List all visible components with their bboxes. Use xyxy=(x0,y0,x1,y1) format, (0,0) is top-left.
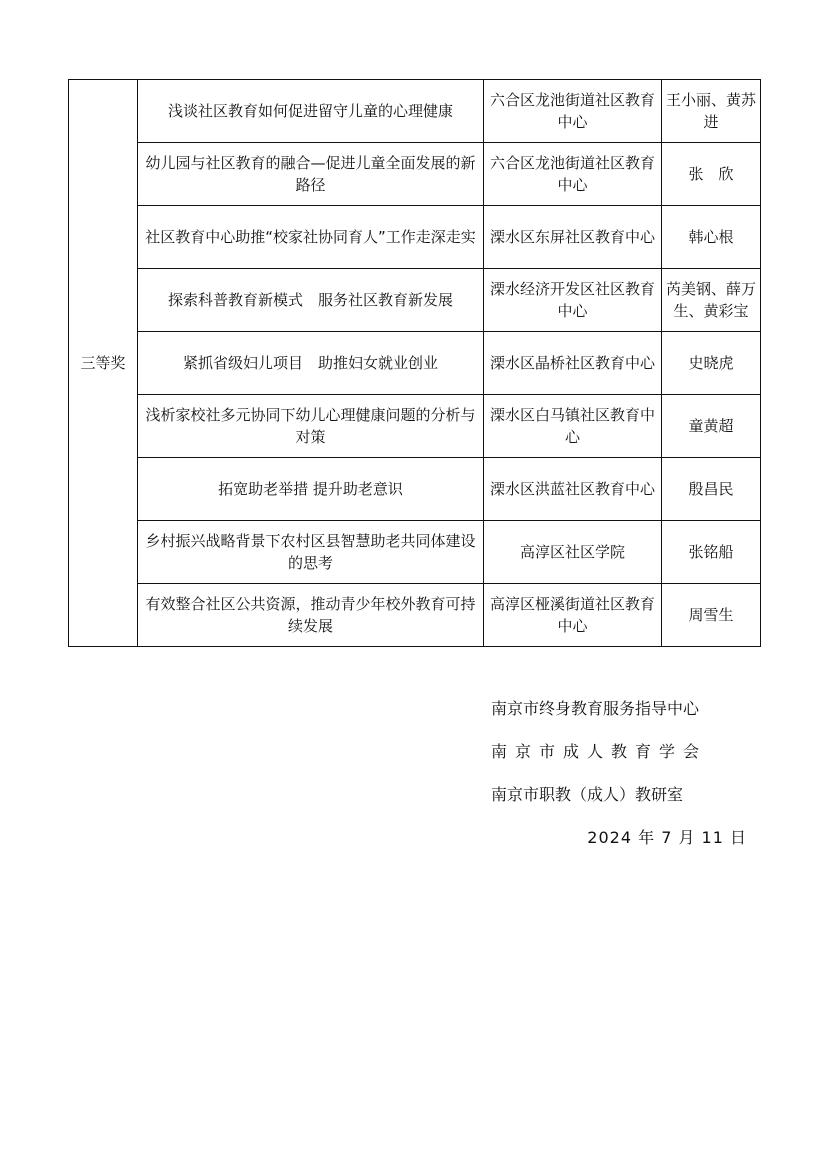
award-table-body xyxy=(69,80,761,647)
entry-title: 乡村振兴战略背景下农村区县智慧助老共同体建设的思考 xyxy=(138,521,484,584)
entry-author: 殷昌民 xyxy=(662,458,761,521)
entry-author: 张 欣 xyxy=(662,143,761,206)
table-row xyxy=(69,458,761,521)
table-row xyxy=(69,143,761,206)
issuer-org-lifelong-education: 南京市终身教育服务指导中心 xyxy=(491,699,700,718)
entry-author: 芮美钢、薛万生、黄彩宝 xyxy=(662,269,761,332)
entry-title: 幼儿园与社区教育的融合—促进儿童全面发展的新路径 xyxy=(138,143,484,206)
table-row xyxy=(69,395,761,458)
entry-unit: 溧水区洪蓝社区教育中心 xyxy=(484,458,662,521)
award-table xyxy=(68,79,761,647)
entry-title: 有效整合社区公共资源，推动青少年校外教育可持续发展 xyxy=(138,584,484,647)
entry-author: 童黄超 xyxy=(662,395,761,458)
entry-unit: 六合区龙池街道社区教育中心 xyxy=(484,80,662,143)
table-row xyxy=(69,584,761,647)
entry-author: 周雪生 xyxy=(662,584,761,647)
issue-date: 2024 年 7 月 11 日 xyxy=(587,828,747,847)
table-row xyxy=(69,332,761,395)
entry-unit: 溧水区晶桥社区教育中心 xyxy=(484,332,662,395)
entry-unit: 溧水区东屏社区教育中心 xyxy=(484,206,662,269)
table-row xyxy=(69,269,761,332)
signature-block xyxy=(491,698,749,849)
entry-author: 史晓虎 xyxy=(662,332,761,395)
entry-title: 社区教育中心助推“校家社协同育人”工作走深走实 xyxy=(138,206,484,269)
table-row xyxy=(69,206,761,269)
entry-unit: 溧水经济开发区社区教育中心 xyxy=(484,269,662,332)
entry-author: 王小丽、黄苏进 xyxy=(662,80,761,143)
entry-unit: 溧水区白马镇社区教育中心 xyxy=(484,395,662,458)
entry-unit: 高淳区社区学院 xyxy=(484,521,662,584)
issuer-org-adult-education-society: 南京市成人教育学会 xyxy=(491,742,708,761)
entry-title: 浅谈社区教育如何促进留守儿童的心理健康 xyxy=(138,80,484,143)
table-row xyxy=(69,80,761,143)
entry-title: 紧抓省级妇儿项目 助推妇女就业创业 xyxy=(138,332,484,395)
prize-level-cell: 三等奖 xyxy=(69,80,138,647)
entry-title: 拓宽助老举措 提升助老意识 xyxy=(138,458,484,521)
table-row xyxy=(69,521,761,584)
issuer-org-vocational-research-office: 南京市职教（成人）教研室 xyxy=(491,785,684,804)
entry-title: 浅析家校社多元协同下幼儿心理健康问题的分析与对策 xyxy=(138,395,484,458)
entry-unit: 高淳区桠溪街道社区教育中心 xyxy=(484,584,662,647)
entry-author: 韩心根 xyxy=(662,206,761,269)
entry-unit: 六合区龙池街道社区教育中心 xyxy=(484,143,662,206)
entry-author: 张铭船 xyxy=(662,521,761,584)
entry-title: 探索科普教育新模式 服务社区教育新发展 xyxy=(138,269,484,332)
